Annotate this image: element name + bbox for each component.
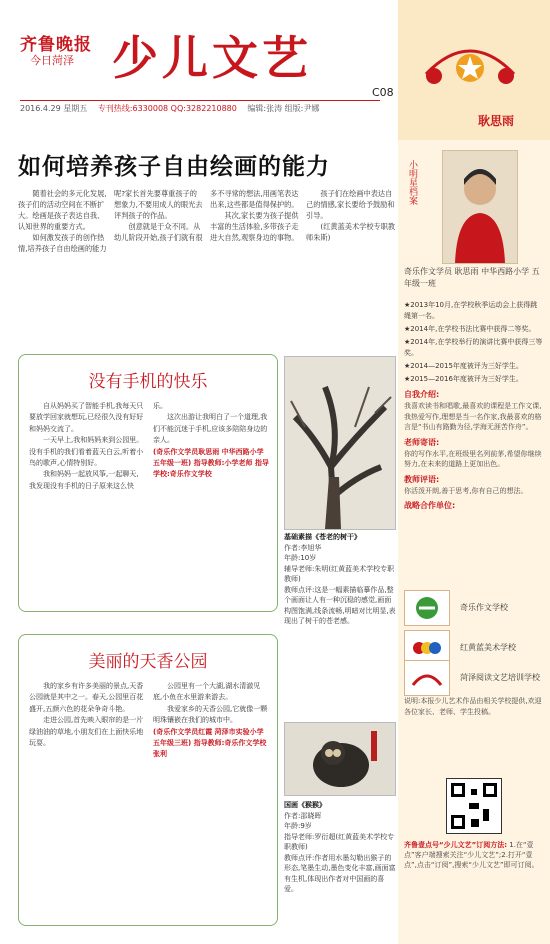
article-paragraph: 我和妈妈一起放风筝,一起聊天,我发现没有手机的日子原来这么快乐。: [29, 402, 167, 490]
subscribe-info: [404, 840, 544, 870]
paper-name: 齐鲁晚报: [20, 35, 92, 55]
section-title: 少儿文艺: [112, 31, 312, 85]
intro-paragraph: 其次,家长要为孩子提供丰富的生活体验,多带孩子走进大自然,观察身边的事物。: [210, 211, 299, 242]
subscribe-head: 齐鲁壹点号“少儿文艺”订阅方法:: [404, 841, 508, 849]
award-item: ★2013年10月,在学校秋季运动会上获得跳绳第一名。: [404, 301, 538, 320]
artwork-comment: 教师点评:作者用水墨勾勒出猴子的形态,笔墨生动,墨色变化丰富,画面富有生机,体现出作者对中国画的喜爱。: [284, 853, 396, 893]
star-name: 耿思雨: [478, 114, 515, 128]
article-paragraph: 一天早上,我和妈妈来到公园里。没有手机的我们看着蓝天白云,听着小鸟的歌声,心情特别好。: [29, 436, 144, 468]
artwork-author: 作者:李旭华: [284, 543, 322, 552]
artwork-author: 作者:邵晓晖: [284, 811, 322, 820]
artwork-caption-1: [284, 532, 396, 627]
artwork-comment: 教师点评:这是一幅素描临摹作品,整个画面让人有一种沉稳的感觉,画面构图饱满,线条流畅,明暗对比明显,表现出了树干的苍老感。: [284, 585, 396, 625]
info-bar: [20, 100, 380, 117]
intro-article: [18, 188, 396, 326]
page-code: C08: [372, 86, 394, 99]
paper-subtitle: 今日菏泽: [30, 54, 74, 67]
section-head: 自我介绍:: [404, 390, 440, 399]
student-portrait: [442, 150, 518, 264]
tree-sketch-artwork: [284, 356, 396, 530]
intro-paragraph: 孩子们在绘画中表达自己的情感,家长要给予鼓励和引导。: [306, 189, 395, 220]
section-text: 我喜欢读书和唱歌,最喜欢的课程是工作文课,我热爱写作,理想是当一名作家,我最喜欢的格言是“书山有路勤为径,学海无涯苦作舟”。: [404, 402, 542, 431]
article-body: [29, 681, 269, 919]
artwork-title: 基础素描《苍老的树干》: [284, 533, 361, 541]
award-item: ★2014—2015年度被评为三好学生。: [404, 362, 523, 370]
artwork-caption-2: [284, 800, 396, 895]
intro-paragraph: 创意就是于众不同。从幼儿阶段开始,孩子们就有很多不寻常的想法,用画笔表达出来,这些都是值得保护的。: [114, 189, 299, 242]
star-logo-icon: [416, 34, 524, 98]
article-paragraph: 走进公园,首先映入眼帘的是一片绿油油的草地,小朋友们在上面快乐地玩耍。: [29, 716, 144, 748]
partner-name: 奇乐作文学校: [460, 603, 508, 612]
partner-qile: [404, 590, 544, 626]
editor-credit: 编辑:张涛 组版:尹娜: [247, 104, 320, 113]
profile-label: 小明星档案: [407, 160, 417, 205]
star-intro: 奇乐作文学员 耿思雨 中华西路小学 五年级一班: [404, 267, 540, 288]
article-box-1: [18, 354, 278, 612]
artwork-tutor: 辅导老师:朱明(红黄蓝美术学校专职教师): [284, 564, 395, 583]
article-box-2: [18, 634, 278, 926]
intro-paragraph: 随着社会的多元化发展,孩子们的活动空间在不断扩大。绘画是孩子表达自我、认知世界的重要方式。: [18, 189, 107, 231]
article-paragraph: 公园里有一个大湖,湖水清澈见底,小鱼在水里游来游去。: [153, 682, 261, 702]
artwork-tutor: 指导老师:罗衍超(红黄蓝美术学校专职教师): [284, 832, 395, 851]
intro-byline: (红黄蓝美术学校专职教师朱斯): [306, 222, 396, 242]
article-signature: (奇乐作文学员耿思雨 中华西路小学五年级一班) 指导教师:小学老师 指导学校:奇乐作文学校: [153, 447, 269, 479]
article-body: [29, 401, 269, 605]
award-item: ★2014年,在学校举行的演讲比赛中获得三等奖。: [404, 338, 543, 357]
subscribe-text: 1.在“壹点”客户端搜索关注“少儿文艺”;2.打开“壹点”,点击“订阅”,搜索“少儿文艺”即可订阅。: [404, 841, 539, 869]
award-item: ★2015—2016年度被评为三好学生。: [404, 375, 523, 383]
partner-reading: [404, 660, 544, 696]
article-title: 没有手机的快乐: [88, 372, 208, 392]
issue-date: 2016.4.29 星期五: [20, 104, 88, 113]
partner-name: 红黄蓝美术学校: [460, 643, 516, 652]
article-paragraph: 我的家乡有许多美丽的景点,天香公园就是其中之一。春天,公园里百花盛开,五颜六色的花朵争奇斗艳。: [29, 682, 144, 713]
qile-logo-icon: [404, 590, 450, 626]
reading-logo-icon: [404, 660, 450, 696]
article-paragraph: 自从妈妈买了智能手机,我每天只要放学回家就想玩,已经很久没有好好和妈妈交流了。: [29, 402, 144, 433]
hotline: 专刊热线:6330008 QQ:3282210880: [97, 104, 237, 113]
partner-title: 战略合作单位:: [404, 501, 456, 510]
section-head: 教师评语:: [404, 474, 440, 484]
award-item: ★2014年,在学校书法比赛中获得二等奖。: [404, 325, 536, 333]
article-title: 美丽的天香公园: [88, 652, 208, 672]
intro-paragraph: 如何激发孩子的创作热情,培养孩子自由绘画的能力呢?家长首先要尊重孩子的想象力,不要用成人的眼光去评判孩子的作品。: [18, 189, 203, 253]
artwork-age: 年龄:9岁: [284, 822, 312, 830]
sidebar-header: [398, 0, 550, 140]
article-signature: (奇乐作文学员红霞 菏泽市实验小学五年级三班) 指导教师:奇乐作文学校张利: [153, 727, 267, 759]
awards-list: [404, 300, 544, 512]
artwork-title: 国画《猴猴》: [284, 801, 326, 809]
article-paragraph: 这次出游让我明白了一个道理,我们不能沉迷于手机,应该多陪陪身边的亲人。: [153, 413, 268, 445]
qr-code-icon[interactable]: [446, 778, 502, 834]
section-text: 你的写作水平,在班级里名列前茅,希望你继续努力,在未来的道路上更加出色。: [404, 449, 542, 468]
monkey-painting-artwork: [284, 722, 396, 796]
article-paragraph: 我爱家乡的天香公园,它就像一颗明珠镶嵌在我们的城市中。: [153, 704, 268, 725]
star-sidebar: [398, 0, 550, 944]
submission-note: 说明:本报少儿艺术作品由相关学校提供,欢迎各位家长、老师、学生投稿。: [404, 697, 542, 716]
section-text: 你活泼开朗,善于思考,你有自己的想法。: [404, 486, 528, 495]
section-head: 老师寄语:: [404, 437, 440, 447]
artwork-age: 年龄:10岁: [284, 554, 317, 562]
headline: 如何培养孩子自由绘画的能力: [18, 154, 330, 180]
partner-name: 菏泽阅读文艺培训学校: [460, 673, 540, 682]
